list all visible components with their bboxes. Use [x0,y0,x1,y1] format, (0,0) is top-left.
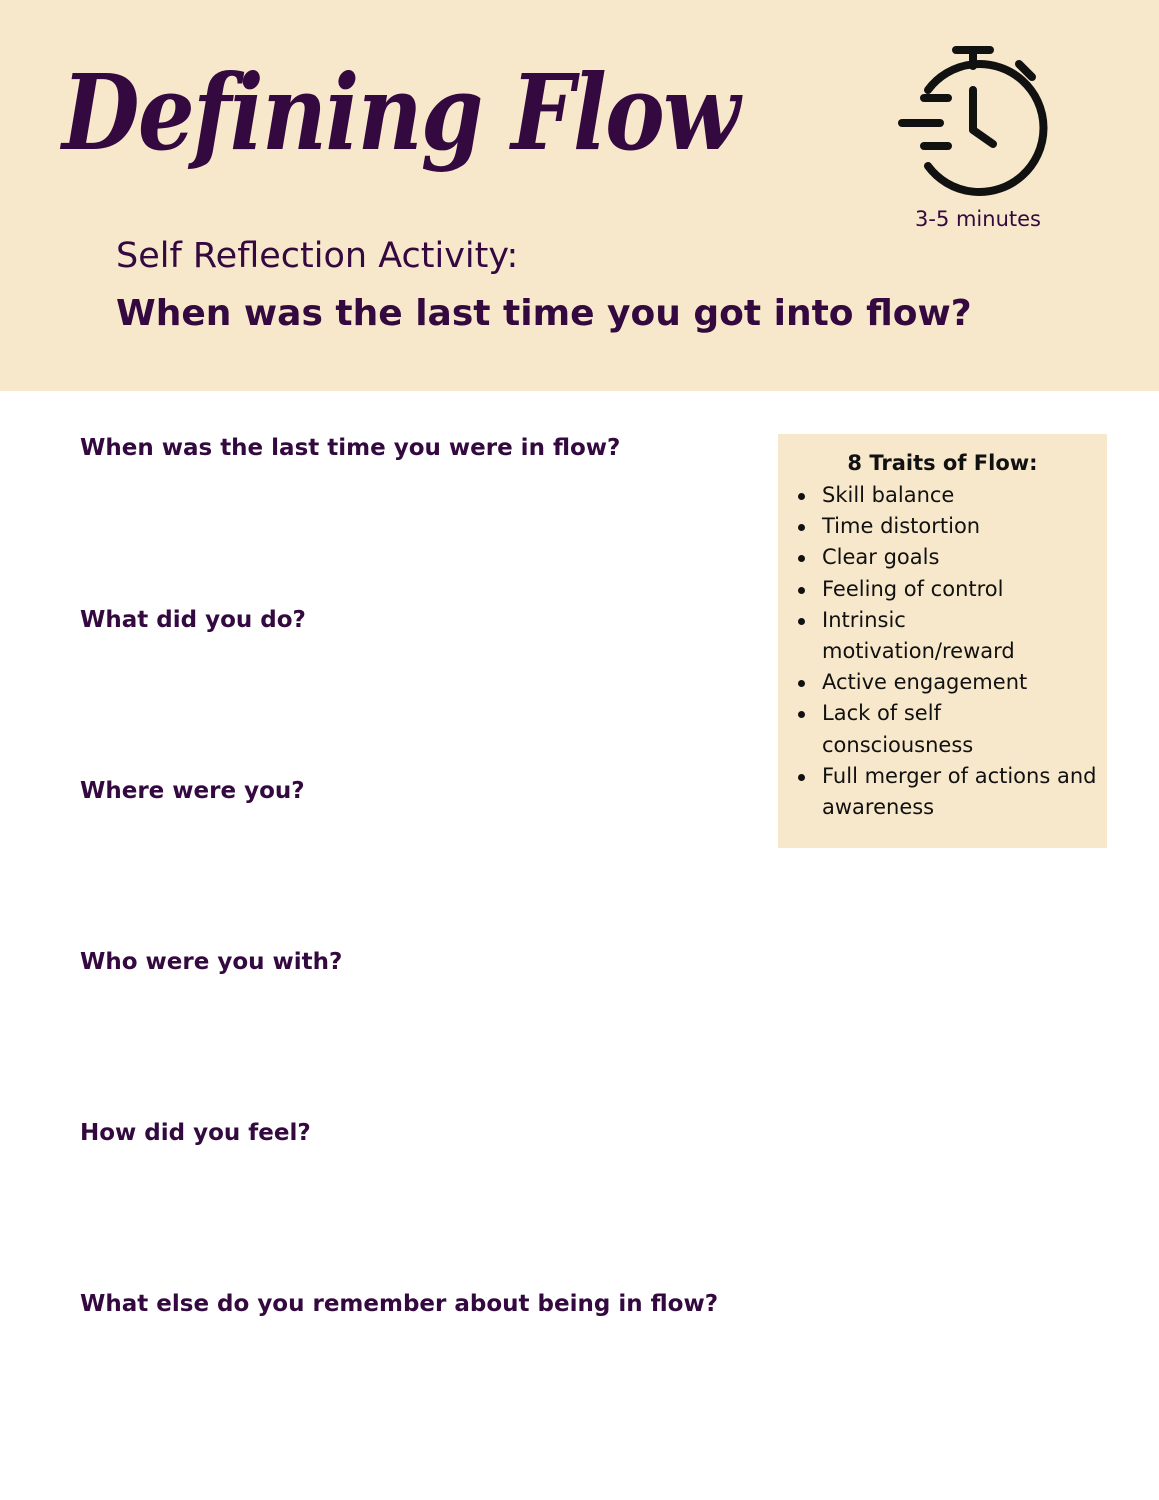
header-banner [0,0,1159,391]
trait-item: Feeling of control [822,574,1098,605]
stopwatch-icon [892,40,1048,200]
trait-item: Skill balance [822,480,1098,511]
trait-item: Active engagement [822,667,1098,698]
traits-list [822,480,1098,823]
traits-title: 8 Traits of Flow: [847,451,1038,475]
traits-panel [778,434,1107,848]
question-where-were-you: Where were you? [80,778,305,804]
question-how-did-you-feel: How did you feel? [80,1120,311,1146]
activity-subtitle: Self Reflection Activity: [116,236,519,276]
trait-item: Clear goals [822,542,1098,573]
question-what-else: What else do you remember about being in flow? [80,1291,719,1317]
page-title: Defining Flow [62,51,739,174]
main-question: When was the last time you got into flow? [116,293,972,334]
question-what-did-you-do: What did you do? [80,607,306,633]
trait-item: Intrinsic motivation/reward [822,605,1098,667]
trait-item: Time distortion [822,511,1098,542]
question-last-time: When was the last time you were in flow? [80,435,621,461]
duration-label: 3-5 minutes [915,207,1041,231]
trait-item: Lack of self consciousness [822,698,1098,760]
question-who-were-you-with: Who were you with? [80,949,343,975]
trait-item: Full merger of actions and awareness [822,761,1098,823]
